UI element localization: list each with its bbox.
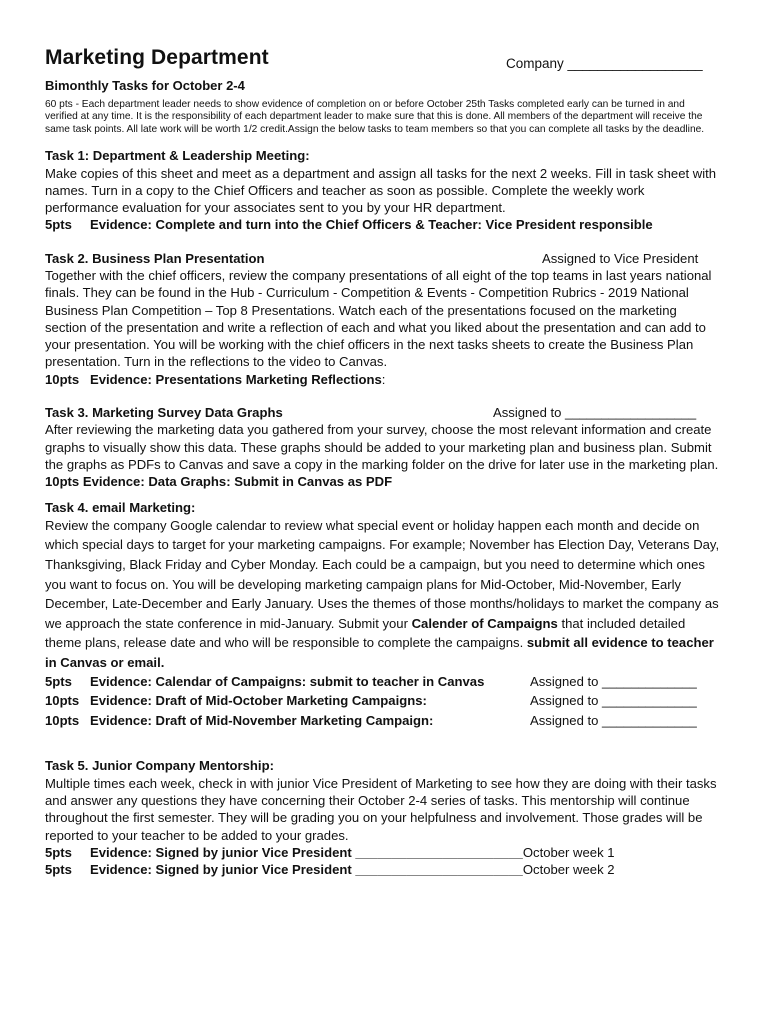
task-4-row-2-points: 10pts: [45, 693, 80, 709]
task-4-evidence-row: [45, 712, 720, 732]
page-title: Marketing Department: [45, 46, 269, 69]
task-4-row-2-evidence: Evidence: Draft of Mid-October Marketing Campaigns:: [90, 693, 427, 709]
task-4-evidence-row: [45, 692, 720, 712]
task-3-heading: Task 3. Marketing Survey Data Graphs: [45, 405, 283, 421]
task-4-heading: Task 4. email Marketing:: [45, 499, 196, 515]
task-4-row-1-assigned: Assigned to _____________: [530, 673, 697, 689]
task-5-row-1-points: 5pts: [45, 844, 72, 860]
task-5-row-2-week: October week 2: [522, 862, 615, 878]
task-4-body: [45, 516, 720, 673]
task-4-submit-note: submit all evidence to teacher in Canvas or email.: [45, 635, 714, 671]
task-4-body-start: Review the company Google calendar to review what special event or holiday happen each month and decide on which special days to target for your marketing campaigns. For example; November has Election Day, Veterans Day, Thanksgiving, Black Friday and Cyber Monday. Each could be a campaign, but you need to determine which ones you want to focus on. You will be developing marketing campaign plans for Mid-October, Mid-November, Early December, Late-December and Early January. Uses the themes of those months/holidays to market the company as we approach the state conference in mid-January. Submit your: [45, 517, 720, 631]
task-4-body-mid: that included detailed theme plans, release date and who will be responsible to complete the campaigns.: [45, 615, 686, 651]
task-4-row-3-points: 10pts: [45, 712, 80, 728]
task-5-evidence-row: [45, 844, 720, 861]
task-4: [45, 499, 720, 732]
task-4-evidence-row: [45, 673, 720, 693]
company-field: Company __________________: [506, 56, 703, 71]
intro-paragraph: 60 pts - Each department leader needs to show evidence of completion on or before October 25th Tasks completed early can be turned in and verified at any time. It is the responsibility of each department leader to make sure that this is done. All members of the department will receive the same task points. All late work will be worth 1/2 credit.Assign the below tasks to team members so that you can complete all tasks by the deadline.: [45, 99, 705, 135]
task-4-row-3-assigned: Assigned to _____________: [530, 712, 697, 728]
task-1: [45, 147, 720, 233]
task-3-evidence: 10pts Evidence: Data Graphs: Submit in Canvas as PDF: [45, 474, 393, 490]
task-1-evidence-text: Evidence: Complete and turn into the Chief Officers & Teacher: Vice President responsible: [90, 217, 653, 233]
task-4-row-1-points: 5pts: [45, 673, 72, 689]
document-page: [45, 46, 720, 878]
task-4-row-2-assigned: Assigned to _____________: [530, 693, 697, 709]
task-5-heading: Task 5. Junior Company Mentorship:: [45, 758, 274, 774]
task-2-evidence-tail: :: [381, 371, 386, 387]
task-5-row-2-evidence: Evidence: Signed by junior Vice President _______________________: [90, 862, 523, 878]
task-3-body: After reviewing the marketing data you gathered from your survey, choose the most relevant information and create graphs to visually show this data. These graphs should be added to your marketing plan and business plan. Submit the graphs as PDFs to Canvas and save a copy in the marking folder on the drive for later use in the marketing plan.: [45, 422, 719, 472]
task-2: [45, 250, 720, 388]
task-5-evidence-row: [45, 861, 720, 878]
task-4-row-1-evidence: Evidence: Calendar of Campaigns: submit to teacher in Canvas: [90, 673, 485, 689]
task-1-points: 5pts: [45, 217, 72, 233]
task-5-row-1-evidence: Evidence: Signed by junior Vice President _______________________: [90, 844, 523, 860]
task-5-body: Multiple times each week, check in with junior Vice President of Marketing to see how they are doing with their tasks and answer any questions they have concerning their October 2-4 series of tasks. This mentorship will continue throughout the first semester. They will be grading you on your helpfulness and involvement. Those grades will be reported to your teacher to be added to your grades.: [45, 775, 717, 843]
header: [45, 46, 720, 76]
task-1-evidence: [45, 216, 720, 233]
task-2-body: Together with the chief officers, review the company presentations of all eight of the top teams in last years national finals. They can be found in the Hub - Curriculum - Competition & Events - Competition Rubrics - 2019 National Business Plan Competition – Top 8 Presentations. Watch each of the presentations focused on the marketing section of the presentation and write a reflection of each and what you liked about the presentation and can add to your presentation. You will be working with the chief officers in the next tasks sheets to create the Business Plan presentation. Turn in the reflections to the video to Canvas.: [45, 268, 712, 370]
task-3: [45, 404, 720, 490]
task-2-evidence: [45, 371, 720, 388]
task-5-row-1-week: October week 1: [522, 844, 615, 860]
task-2-assigned: Assigned to Vice President: [542, 250, 699, 266]
task-3-heading-row: [45, 404, 720, 421]
task-2-heading: Task 2. Business Plan Presentation: [45, 250, 265, 266]
subtitle: Bimonthly Tasks for October 2-4: [45, 78, 245, 93]
task-2-evidence-text: Evidence: Presentations Marketing Reflections: [90, 371, 382, 387]
task-1-body: Make copies of this sheet and meet as a department and assign all tasks for the next 2 weeks. Fill in task sheet with names. Turn in a copy to the Chief Officers and teacher as soon as possible. Complete the weekly work performance evaluation for your associates sent to you by your HR department.: [45, 165, 717, 216]
task-1-heading: Task 1: Department & Leadership Meeting:: [45, 148, 310, 164]
task-4-row-3-evidence: Evidence: Draft of Mid-November Marketing Campaign:: [90, 712, 434, 728]
task-4-calendar-term: Calender of Campaigns: [411, 615, 558, 631]
task-5: [45, 757, 720, 878]
task-5-row-2-points: 5pts: [45, 862, 72, 878]
task-3-assigned: Assigned to __________________: [493, 405, 697, 421]
task-2-points: 10pts: [45, 371, 80, 387]
task-2-heading-row: [45, 250, 720, 267]
